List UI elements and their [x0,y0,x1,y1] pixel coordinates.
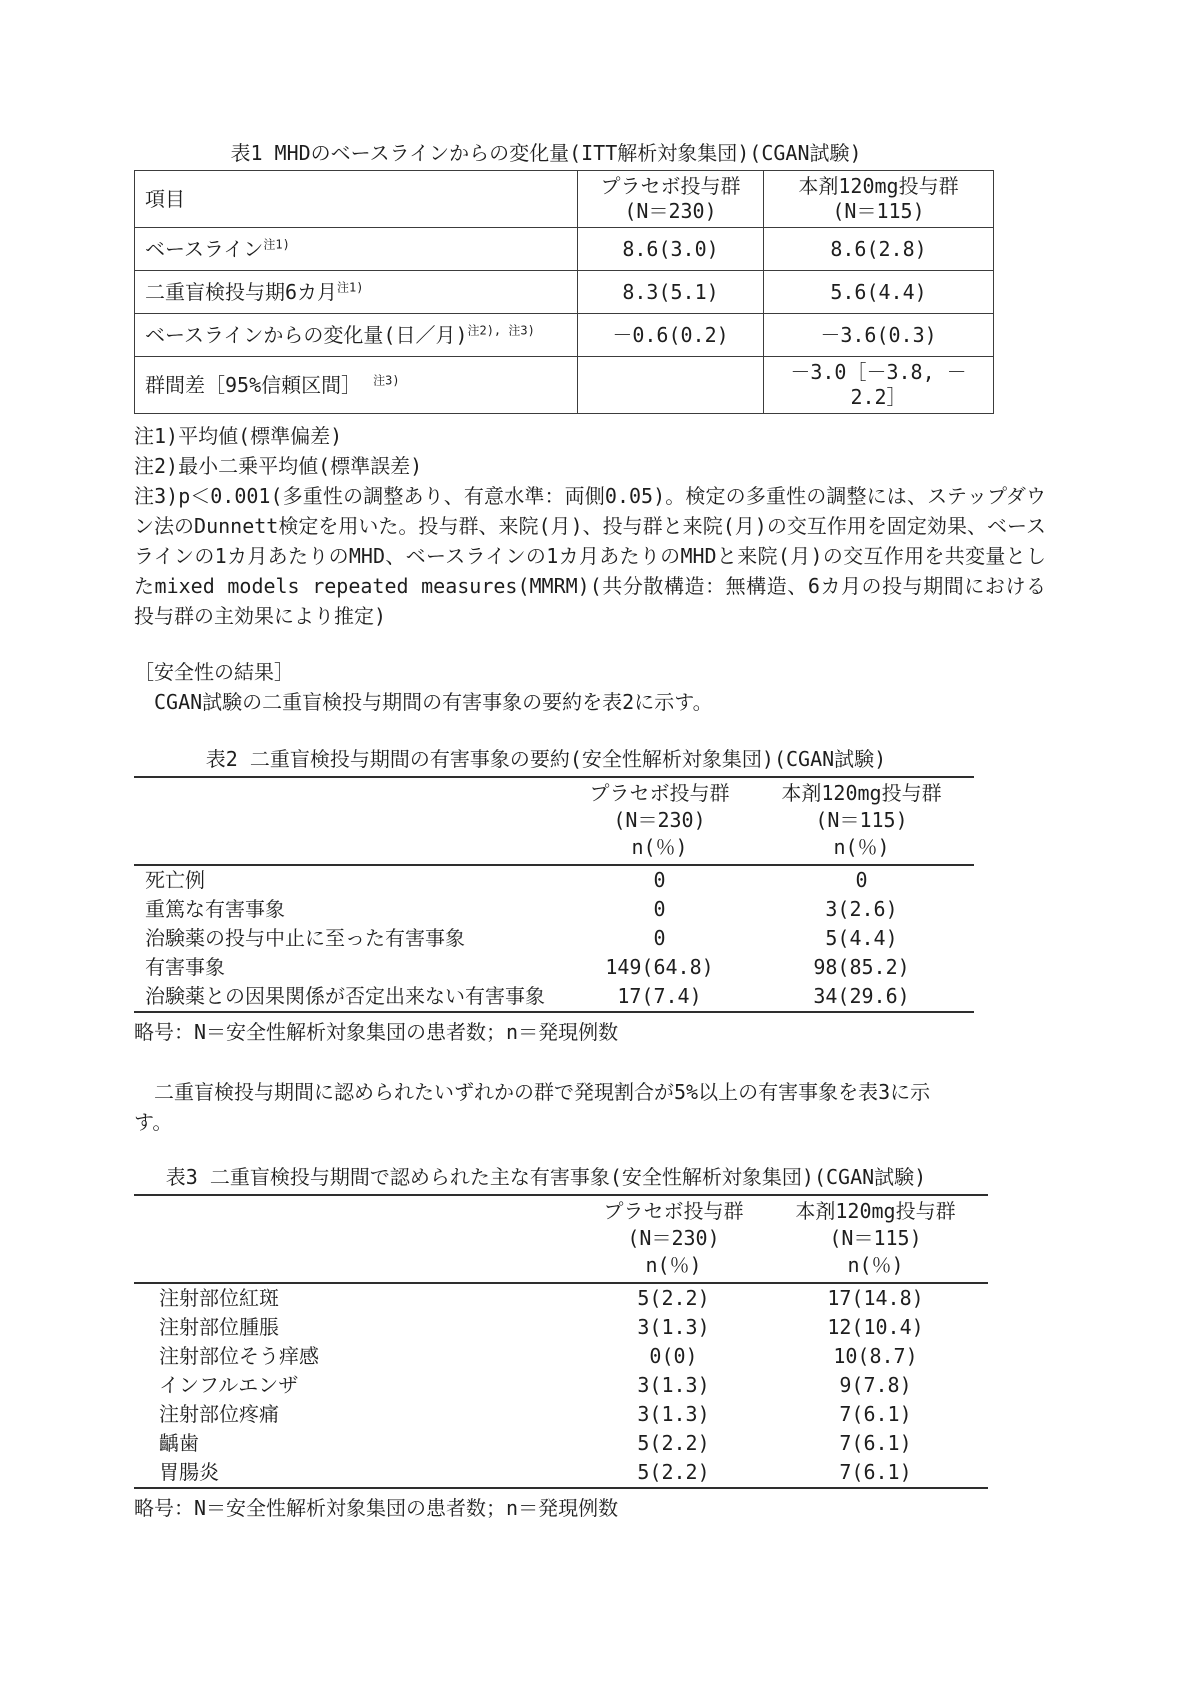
table1-row-month6 [135,271,994,314]
group-name: 本剤120mg投与群 [781,781,942,805]
drug-value: 5(4.4) [825,926,898,950]
safety-section-intro: CGAN試験の二重盲検投与期間の有害事象の要約を表2に示す。 [154,690,713,714]
placebo-value: －0.6(0.2) [578,314,764,357]
drug-value: 0 [855,868,868,892]
drug-group-header [763,1195,988,1283]
drug-value: 3(2.6) [825,897,898,921]
table2-header-row [134,777,974,865]
drug-value: 98(85.2) [813,955,910,979]
table3-row-injection-site-erythema [134,1283,988,1313]
document-content [134,139,1046,1523]
empty-header-cell [134,777,570,865]
group-name: 本剤120mg投与群 [798,174,959,198]
drug-value: －3.6(0.3) [764,314,994,357]
table1-header-item: 項目 [135,171,578,228]
row-label: 齲歯 [159,1431,199,1455]
placebo-group-header [584,1195,763,1283]
row-label: 注射部位紅斑 [159,1286,279,1310]
table2-title: 表2 二重盲検投与期間の有害事象の要約(安全性解析対象集団)(CGAN試験) [205,747,887,771]
footnote-ref: 注2), 注3) [467,322,535,337]
group-name: プラセボ投与群 [603,1199,744,1223]
footnote-1: 注1)平均値(標準偏差) [134,424,343,448]
table1-row-group-difference [135,357,994,414]
group-n-count: (N＝230) [613,808,706,832]
placebo-group-header [570,777,749,865]
placebo-value: 8.6(3.0) [578,228,764,271]
group-name: プラセボ投与群 [589,781,730,805]
row-label: 二重盲検投与期6カ月 [145,279,338,304]
footnote-ref: 注1) [263,236,290,251]
placebo-value: 0 [653,868,666,892]
group-name: 本剤120mg投与群 [795,1199,956,1223]
row-label-cell [135,314,578,357]
footnote-ref: 注3) [373,372,400,387]
drug-value: －3.0［－3.8, －2.2］ [764,357,994,414]
table3-row-gastroenteritis [134,1458,988,1488]
table1-row-baseline [135,228,994,271]
table1-header-drug-group [764,171,994,228]
drug-group-header [749,777,974,865]
row-label: 死亡例 [145,868,205,892]
row-label-cell [135,271,578,314]
placebo-value: 5(2.2) [637,1431,710,1455]
drug-value: 7(6.1) [839,1402,912,1426]
drug-value: 8.6(2.8) [764,228,994,271]
table2-row-related-ae [134,982,974,1012]
drug-value: 7(6.1) [839,1460,912,1484]
drug-value: 7(6.1) [839,1431,912,1455]
table3-title: 表3 二重盲検投与期間で認められた主な有害事象(安全性解析対象集団)(CGAN試験) [165,1165,927,1189]
drug-value: 17(14.8) [827,1286,924,1310]
table3 [134,1194,988,1489]
group-n-count: (N＝230) [624,199,717,223]
table3-abbreviation-note: 略号：N＝安全性解析対象集団の患者数；n＝発現例数 [134,1496,619,1520]
placebo-value: 5(2.2) [637,1286,710,1310]
group-unit: n(％) [847,1253,904,1277]
group-unit: n(％) [645,1253,702,1277]
table3-row-injection-site-pruritus [134,1342,988,1371]
placebo-value: 5(2.2) [637,1460,710,1484]
row-label: インフルエンザ [159,1373,299,1397]
empty-header-cell [134,1195,584,1283]
placebo-value: 3(1.3) [637,1373,710,1397]
placebo-value: 17(7.4) [617,984,702,1008]
group-n-count: (N＝115) [832,199,925,223]
table1-title: 表1 MHDのベースラインからの変化量(ITT解析対象集団)(CGAN試験) [230,141,862,165]
placebo-value: 3(1.3) [637,1315,710,1339]
table2 [134,776,974,1013]
group-unit: n(％) [631,835,688,859]
footnote-3: 注3)p＜0.001(多重性の調整あり、有意水準：両側0.05)。検定の多重性の調整には、ステップダウン法のDunnett検定を用いた。投与群、来院(月)、投与群と来院(月)の交互作用を固定効果、ベースラインの1カ月あたりのMHD、ベースラインの1カ月あたりのMHDと来院(月)の交互作用を共変量としたmixed models repeated measures(MMRM)(共分散構造：無構造、6カ月の投与期間における投与群の主効果により推定) [134,484,1046,628]
placebo-value [578,357,764,414]
placebo-value: 0(0) [649,1344,698,1368]
table2-row-serious-ae [134,895,974,924]
table2-row-deaths [134,865,974,895]
table3-row-influenza [134,1371,988,1400]
drug-value: 10(8.7) [833,1344,918,1368]
table1 [134,170,994,414]
table1-header-row [135,171,994,228]
safety-section-heading: ［安全性の結果］ [134,660,294,684]
row-label: 重篤な有害事象 [145,897,285,921]
body-paragraph: 二重盲検投与期間に認められたいずれかの群で発現割合が5%以上の有害事象を表3に示す。 [134,1080,931,1134]
row-label-cell [135,357,578,414]
table2-row-adverse-events [134,953,974,982]
row-label: 胃腸炎 [159,1460,219,1484]
placebo-value: 8.3(5.1) [578,271,764,314]
placebo-value: 149(64.8) [605,955,714,979]
placebo-value: 0 [653,926,666,950]
row-label-cell [135,228,578,271]
table3-row-dental-caries [134,1429,988,1458]
group-name: プラセボ投与群 [600,174,741,198]
table1-row-change-from-baseline [135,314,994,357]
drug-value: 12(10.4) [827,1315,924,1339]
row-label: 治験薬との因果関係が否定出来ない有害事象 [145,984,545,1008]
row-label: 注射部位疼痛 [159,1402,279,1426]
row-label: 治験薬の投与中止に至った有害事象 [145,926,465,950]
row-label: 注射部位腫脹 [159,1315,279,1339]
table2-row-discontinuation-ae [134,924,974,953]
footnote-ref: 注1) [337,279,364,294]
group-n-count: (N＝115) [815,808,908,832]
drug-value: 34(29.6) [813,984,910,1008]
table3-header-row [134,1195,988,1283]
table2-abbreviation-note: 略号：N＝安全性解析対象集団の患者数；n＝発現例数 [134,1020,619,1044]
group-n-count: (N＝115) [829,1226,922,1250]
table3-row-injection-site-pain [134,1400,988,1429]
group-n-count: (N＝230) [627,1226,720,1250]
drug-value: 9(7.8) [839,1373,912,1397]
table1-header-placebo-group [578,171,764,228]
table3-row-injection-site-swelling [134,1313,988,1342]
row-label: 注射部位そう痒感 [159,1344,319,1368]
placebo-value: 0 [653,897,666,921]
row-label: 有害事象 [145,955,225,979]
placebo-value: 3(1.3) [637,1402,710,1426]
footnote-2: 注2)最小二乗平均値(標準誤差) [134,454,423,478]
drug-value: 5.6(4.4) [764,271,994,314]
row-label: 群間差［95%信頼区間］ [145,372,362,397]
table1-footnotes [134,421,1046,631]
group-unit: n(％) [833,835,890,859]
row-label: ベースライン [145,236,264,261]
row-label: ベースラインからの変化量(日／月) [145,322,468,347]
